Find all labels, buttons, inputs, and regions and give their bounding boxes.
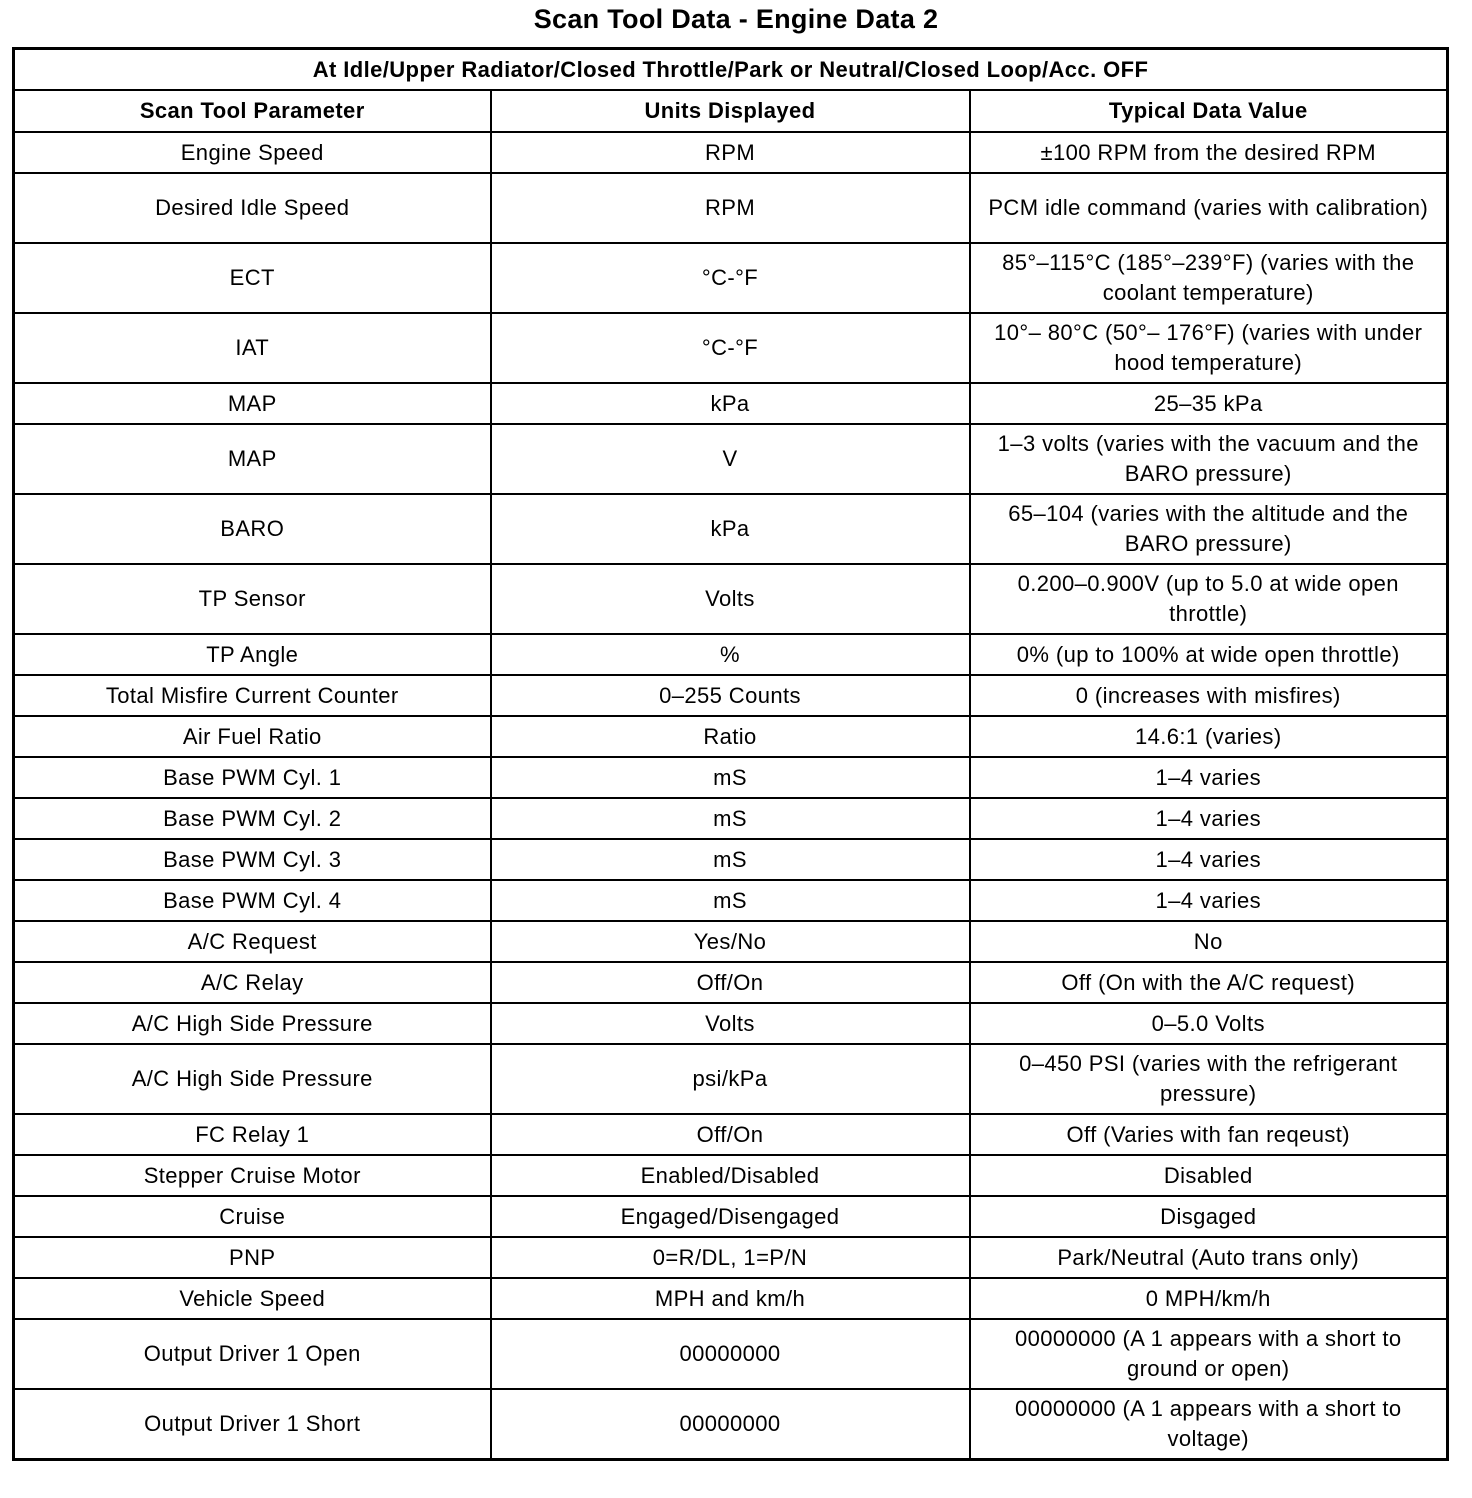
value-cell: 0–450 PSI (varies with the refrigerant pressure) [970, 1044, 1448, 1114]
table-row [14, 1044, 1448, 1114]
units-cell: Yes/No [491, 921, 970, 962]
units-cell: mS [491, 880, 970, 921]
value-cell: Off (Varies with fan reqeust) [970, 1114, 1448, 1155]
column-header-value: Typical Data Value [970, 90, 1448, 132]
value-cell: PCM idle command (varies with calibration) [970, 173, 1448, 243]
table-row [14, 1319, 1448, 1389]
parameter-cell: Air Fuel Ratio [14, 716, 491, 757]
table-row [14, 1237, 1448, 1278]
parameter-cell: TP Angle [14, 634, 491, 675]
value-cell: ±100 RPM from the desired RPM [970, 132, 1448, 173]
parameter-cell: Cruise [14, 1196, 491, 1237]
units-cell: kPa [491, 383, 970, 424]
units-cell: MPH and km/h [491, 1278, 970, 1319]
value-cell: 00000000 (A 1 appears with a short to ground or open) [970, 1319, 1448, 1389]
table-row [14, 1155, 1448, 1196]
parameter-cell: A/C Relay [14, 962, 491, 1003]
value-cell: 0 (increases with misfires) [970, 675, 1448, 716]
units-cell: kPa [491, 494, 970, 564]
units-cell: Volts [491, 564, 970, 634]
table-row [14, 839, 1448, 880]
parameter-cell: Output Driver 1 Open [14, 1319, 491, 1389]
table-row [14, 675, 1448, 716]
value-cell: 0 MPH/km/h [970, 1278, 1448, 1319]
condition-row [14, 49, 1448, 91]
units-cell: Engaged/Disengaged [491, 1196, 970, 1237]
units-cell: 0=R/DL, 1=P/N [491, 1237, 970, 1278]
units-cell: °C-°F [491, 313, 970, 383]
parameter-cell: Base PWM Cyl. 2 [14, 798, 491, 839]
value-cell: 1–4 varies [970, 880, 1448, 921]
parameter-cell: Engine Speed [14, 132, 491, 173]
parameter-cell: A/C Request [14, 921, 491, 962]
parameter-cell: A/C High Side Pressure [14, 1044, 491, 1114]
units-cell: mS [491, 757, 970, 798]
parameter-cell: IAT [14, 313, 491, 383]
parameter-cell: BARO [14, 494, 491, 564]
parameter-cell: A/C High Side Pressure [14, 1003, 491, 1044]
parameter-cell: Base PWM Cyl. 1 [14, 757, 491, 798]
parameter-cell: ECT [14, 243, 491, 313]
table-row [14, 1196, 1448, 1237]
units-cell: Off/On [491, 962, 970, 1003]
parameter-cell: Stepper Cruise Motor [14, 1155, 491, 1196]
table-row [14, 1278, 1448, 1319]
parameter-cell: Base PWM Cyl. 3 [14, 839, 491, 880]
value-cell: No [970, 921, 1448, 962]
table-row [14, 313, 1448, 383]
value-cell: 00000000 (A 1 appears with a short to voltage) [970, 1389, 1448, 1460]
parameter-cell: Output Driver 1 Short [14, 1389, 491, 1460]
table-body [14, 132, 1448, 1460]
table-row [14, 962, 1448, 1003]
value-cell: Park/Neutral (Auto trans only) [970, 1237, 1448, 1278]
parameter-cell: Base PWM Cyl. 4 [14, 880, 491, 921]
table-row [14, 757, 1448, 798]
column-header-parameter: Scan Tool Parameter [14, 90, 491, 132]
table-row [14, 716, 1448, 757]
column-header-row [14, 90, 1448, 132]
parameter-cell: Desired Idle Speed [14, 173, 491, 243]
units-cell: 0–255 Counts [491, 675, 970, 716]
value-cell: 1–4 varies [970, 757, 1448, 798]
units-cell: mS [491, 798, 970, 839]
units-cell: °C-°F [491, 243, 970, 313]
table-row [14, 494, 1448, 564]
table-row [14, 634, 1448, 675]
value-cell: 0.200–0.900V (up to 5.0 at wide open throttle) [970, 564, 1448, 634]
value-cell: 14.6:1 (varies) [970, 716, 1448, 757]
value-cell: 1–3 volts (varies with the vacuum and the BARO pressure) [970, 424, 1448, 494]
value-cell: 85°–115°C (185°–239°F) (varies with the coolant temperature) [970, 243, 1448, 313]
units-cell: psi/kPa [491, 1044, 970, 1114]
table-row [14, 1114, 1448, 1155]
scan-tool-data-table [12, 47, 1449, 1461]
value-cell: 65–104 (varies with the altitude and the BARO pressure) [970, 494, 1448, 564]
units-cell: 00000000 [491, 1389, 970, 1460]
value-cell: 0% (up to 100% at wide open throttle) [970, 634, 1448, 675]
units-cell: Volts [491, 1003, 970, 1044]
table-row [14, 1003, 1448, 1044]
value-cell: 0–5.0 Volts [970, 1003, 1448, 1044]
parameter-cell: MAP [14, 383, 491, 424]
parameter-cell: MAP [14, 424, 491, 494]
units-cell: Ratio [491, 716, 970, 757]
table-row [14, 564, 1448, 634]
value-cell: 25–35 kPa [970, 383, 1448, 424]
value-cell: Disabled [970, 1155, 1448, 1196]
table-row [14, 383, 1448, 424]
column-header-units: Units Displayed [491, 90, 970, 132]
page-title: Scan Tool Data - Engine Data 2 [533, 4, 939, 34]
units-cell: V [491, 424, 970, 494]
value-cell: 1–4 varies [970, 839, 1448, 880]
table-row [14, 798, 1448, 839]
table-row [14, 173, 1448, 243]
table-row [14, 1389, 1448, 1460]
units-cell: mS [491, 839, 970, 880]
value-cell: Disgaged [970, 1196, 1448, 1237]
condition-header: At Idle/Upper Radiator/Closed Throttle/Park or Neutral/Closed Loop/Acc. OFF [14, 49, 1448, 91]
table-row [14, 880, 1448, 921]
table-row [14, 424, 1448, 494]
units-cell: 00000000 [491, 1319, 970, 1389]
parameter-cell: PNP [14, 1237, 491, 1278]
units-cell: RPM [491, 173, 970, 243]
table-row [14, 921, 1448, 962]
units-cell: Enabled/Disabled [491, 1155, 970, 1196]
value-cell: Off (On with the A/C request) [970, 962, 1448, 1003]
parameter-cell: Vehicle Speed [14, 1278, 491, 1319]
table-row [14, 243, 1448, 313]
parameter-cell: TP Sensor [14, 564, 491, 634]
value-cell: 10°– 80°C (50°– 176°F) (varies with under hood temperature) [970, 313, 1448, 383]
units-cell: % [491, 634, 970, 675]
value-cell: 1–4 varies [970, 798, 1448, 839]
units-cell: Off/On [491, 1114, 970, 1155]
table-row [14, 132, 1448, 173]
units-cell: RPM [491, 132, 970, 173]
parameter-cell: FC Relay 1 [14, 1114, 491, 1155]
parameter-cell: Total Misfire Current Counter [14, 675, 491, 716]
